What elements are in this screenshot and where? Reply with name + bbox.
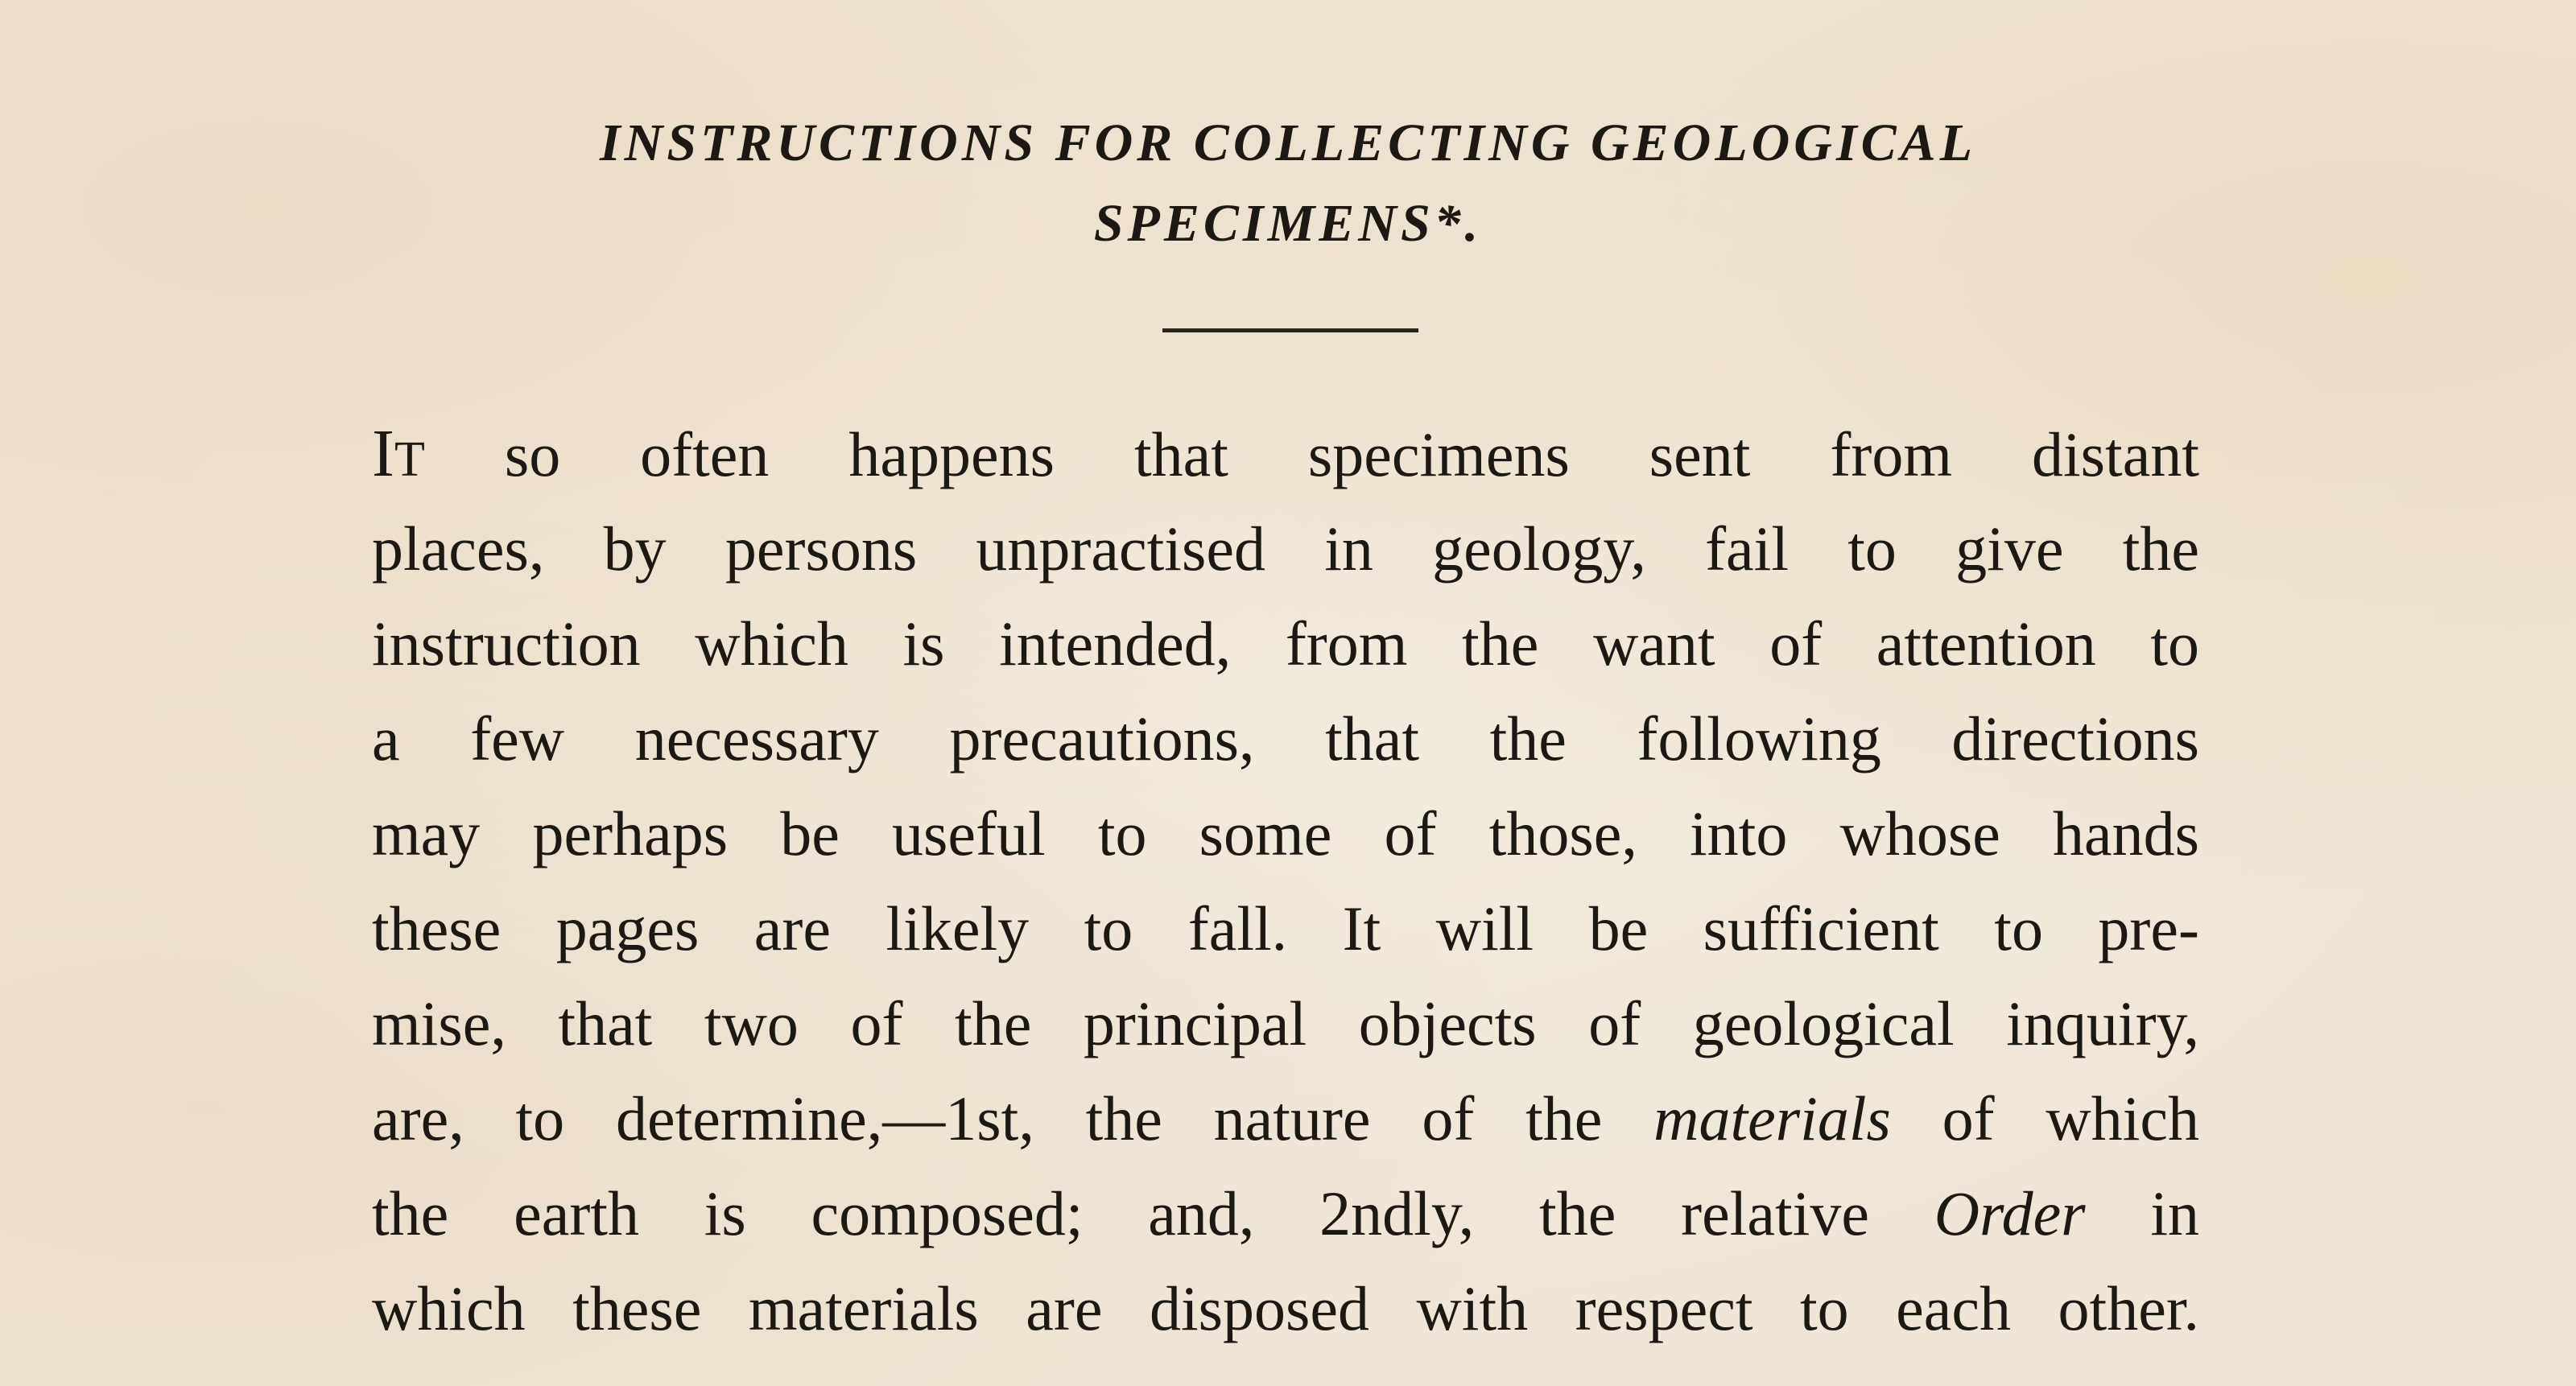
line-text: which these materials are disposed with respect to each other. [372, 1273, 2199, 1343]
smallcaps-letter: T [394, 432, 425, 487]
line-text: places, by persons unpractised in geology, fail to give the [372, 514, 2199, 584]
line-text: may perhaps be useful to some of those, into whose hands [372, 798, 2199, 868]
text-line-6 [372, 881, 2199, 976]
text-line-9 [372, 1166, 2199, 1261]
text-line-5 [372, 786, 2199, 881]
italic-word: Order [1934, 1178, 2086, 1248]
line-text: instruction which is intended, from the want of attention to [372, 608, 2199, 679]
line-text: so often happens that specimens sent from distant [424, 419, 2199, 489]
text-line-3 [372, 596, 2199, 691]
body-paragraph [372, 406, 2199, 1356]
line-text: are, to determine,—1st, the nature of the [372, 1083, 1654, 1153]
text-line-8 [372, 1071, 2199, 1166]
page-heading [0, 103, 2576, 264]
text-line-4 [372, 691, 2199, 786]
line-text: the earth is composed; and, 2ndly, the relative [372, 1178, 1934, 1248]
text-line-1 [372, 406, 2199, 501]
title-divider [1162, 328, 1418, 332]
text-line-7 [372, 976, 2199, 1071]
line-text-tail: of which [1890, 1083, 2199, 1153]
drop-capital: I [372, 416, 394, 491]
title-line-2: SPECIMENS*. [1093, 194, 1483, 253]
text-line-10 [372, 1261, 2199, 1356]
line-text: mise, that two of the principal objects of geological inquiry, [372, 988, 2199, 1058]
line-text: these pages are likely to fall. It will be sufficient to pre- [372, 893, 2199, 963]
text-line-2 [372, 501, 2199, 596]
line-text-tail: in [2085, 1178, 2200, 1248]
line-text: a few necessary precautions, that the following directions [372, 703, 2199, 773]
italic-word: materials [1653, 1083, 1891, 1153]
title-line-1: INSTRUCTIONS FOR COLLECTING GEOLOGICAL [599, 113, 1977, 172]
